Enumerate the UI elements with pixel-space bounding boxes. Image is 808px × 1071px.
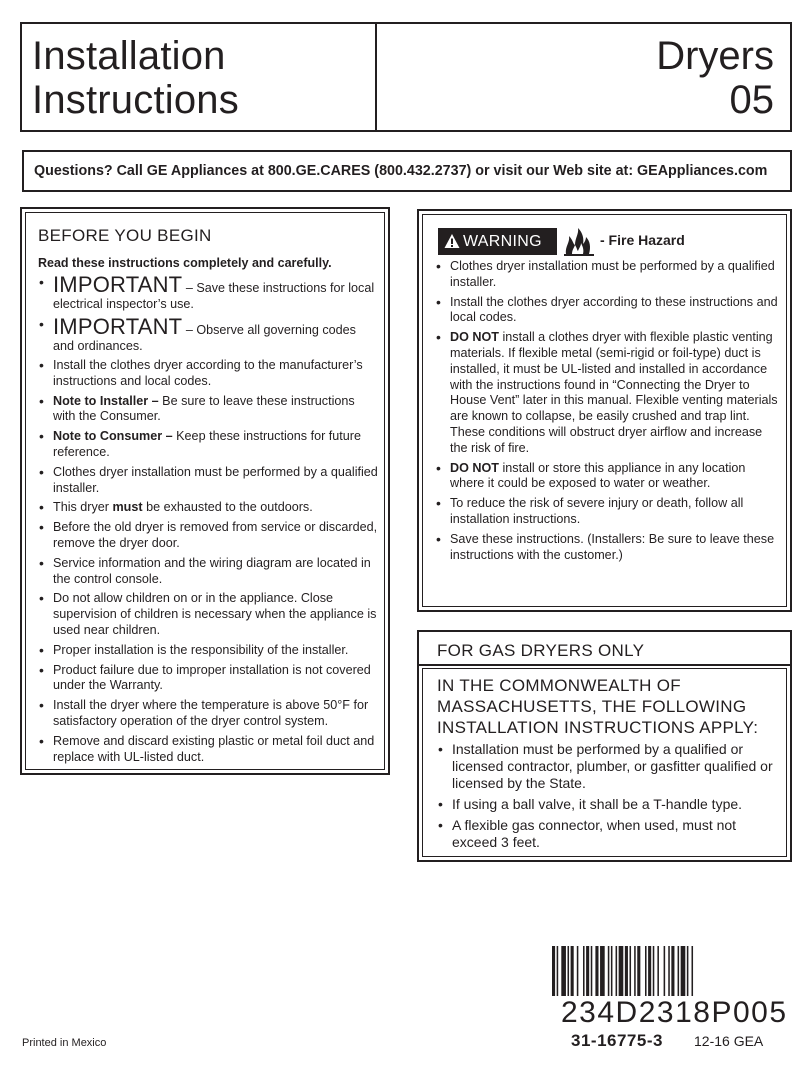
barcode-bar [571, 946, 574, 996]
mass-line-2: MASSACHUSETTS, THE FOLLOWING [437, 697, 747, 716]
exhaust-pre: This dryer [53, 500, 113, 515]
do-not-label: DO NOT [450, 330, 499, 345]
list-item [435, 461, 778, 493]
fire-hazard-icon [563, 226, 595, 256]
do-not-text: install a clothes dryer with flexible plastic venting materials. If flexible metal (semi-rigid or foil-type) duct is installed, it must be UL-listed and installed in accordance with the instructions found in “Connecting the Dryer to House Vent” later in this manual. Flexible venting materials are known to collapse, be easily crushed and trap lint. These conditions will obstruct dryer airflow and increase the risk of fire. [450, 330, 778, 455]
header-title-cell [22, 24, 377, 130]
barcode-bar [568, 946, 570, 996]
printed-in: Printed in Mexico [22, 1037, 107, 1049]
list-item [38, 429, 378, 461]
before-you-begin-box [20, 207, 390, 775]
list-item: • Do not allow children on or in the appliance. Close supervision of children is necessary when the appliance is used near children. [38, 591, 378, 638]
note-text: Be sure to leave these instructions with the Consumer. [53, 393, 355, 424]
barcode-bar [664, 946, 666, 996]
warning-list [435, 259, 778, 563]
massachusetts-heading [437, 675, 778, 738]
warning-triangle-icon [444, 233, 460, 249]
barcode-bar [586, 946, 589, 996]
barcode-bar [591, 946, 593, 996]
do-not-text: install or store this appliance in any location where it could be exposed to water or weather. [450, 460, 746, 491]
document-number: 31-16775-3 [571, 1031, 663, 1050]
barcode-bar [678, 946, 680, 996]
list-item: • Install the clothes dryer according to the manufacturer’s instructions and local codes. [38, 358, 378, 390]
list-item: • Product failure due to improper installation is not covered under the Warranty. [38, 663, 378, 695]
title-line-2: Instructions [32, 78, 239, 122]
list-item: • Before the old dryer is removed from service or discarded, remove the dryer door. [38, 520, 378, 552]
warning-box [417, 209, 792, 612]
gas-dryers-box [417, 630, 792, 862]
barcode-bar [625, 946, 628, 996]
warning-content [435, 228, 778, 567]
barcode-bar [583, 946, 585, 996]
list-item [38, 316, 378, 354]
barcode-bar [668, 946, 670, 996]
important-text: – Observe all governing codes and ordinances. [53, 323, 356, 353]
list-item: • If using a ball valve, it shall be a T-handle type. [437, 796, 778, 813]
product-line-2: 05 [729, 78, 774, 122]
do-not-label: DO NOT [450, 460, 499, 475]
list-item: • To reduce the risk of severe injury or death, follow all installation instructions. [435, 496, 778, 528]
barcode-bar [692, 946, 694, 996]
before-title: BEFORE YOU BEGIN [38, 226, 212, 245]
before-content [38, 225, 378, 769]
product-name [656, 34, 774, 122]
list-item: • Save these instructions. (Installers: Be sure to leave these instructions with the customer.) [435, 532, 778, 564]
barcode-bar [645, 946, 647, 996]
gas-title: FOR GAS DRYERS ONLY [437, 641, 645, 660]
barcode-bar [648, 946, 651, 996]
document-title [32, 34, 239, 122]
list-item: • Service information and the wiring diagram are located in the control console. [38, 556, 378, 588]
before-list [38, 274, 378, 765]
list-item [435, 330, 778, 456]
gas-list [437, 741, 778, 851]
gas-content [437, 675, 778, 855]
barcode-bar [634, 946, 636, 996]
print-date: 12-16 GEA [694, 1033, 764, 1049]
barcode-image [552, 946, 774, 996]
note-label: Note to Installer – [53, 393, 159, 408]
barcode-bar [657, 946, 659, 996]
important-label: IMPORTANT [53, 314, 183, 339]
barcode-bar [681, 946, 686, 996]
mass-line-3: INSTALLATION INSTRUCTIONS APPLY: [437, 718, 759, 737]
title-line-1: Installation [32, 34, 226, 78]
important-label: IMPORTANT [53, 272, 183, 297]
barcode-bar [552, 946, 555, 996]
list-item: • Clothes dryer installation must be performed by a qualified installer. [435, 259, 778, 291]
note-text: Keep these instructions for future reference. [53, 429, 361, 459]
list-item [38, 274, 378, 312]
questions-bar: Questions? Call GE Appliances at 800.GE.CARES (800.432.2737) or visit our Web site at: GEAppliances.com [22, 150, 792, 192]
barcode-bar [653, 946, 655, 996]
barcode-bar [616, 946, 618, 996]
part-number: 234D2318P005 [561, 996, 788, 1029]
product-line-1: Dryers [656, 34, 774, 78]
list-item: • Remove and discard existing plastic or metal foil duct and replace with UL-listed duct. [38, 734, 378, 766]
barcode-bar [561, 946, 566, 996]
barcode-bar [637, 946, 640, 996]
mass-line-1: IN THE COMMONWEALTH OF [437, 676, 681, 695]
list-item: • Clothes dryer installation must be performed by a qualified installer. [38, 465, 378, 497]
list-item: • A flexible gas connector, when used, must not exceed 3 feet. [437, 817, 778, 851]
list-item: • Install the clothes dryer according to these instructions and local codes. [435, 295, 778, 327]
barcode-bar [557, 946, 559, 996]
gas-title-bar [419, 632, 790, 666]
barcode-bar [630, 946, 632, 996]
barcode-bar [595, 946, 598, 996]
fire-hazard-text: - Fire Hazard [600, 232, 685, 248]
list-item: • Proper installation is the responsibility of the installer. [38, 643, 378, 659]
before-lead: Read these instructions completely and carefully. [38, 256, 332, 270]
barcode-bar [611, 946, 613, 996]
list-item [38, 500, 378, 516]
document-header [20, 22, 792, 132]
list-item [38, 394, 378, 426]
barcode-bar [671, 946, 674, 996]
exhaust-post: be exhausted to the outdoors. [142, 500, 313, 515]
warning-label: WARNING [463, 233, 542, 250]
warning-header [435, 228, 778, 256]
barcode-bar [619, 946, 624, 996]
barcode-bar [608, 946, 610, 996]
warning-badge [438, 228, 557, 255]
list-item: • Install the dryer where the temperature is above 50°F for satisfactory operation of the dryer control system. [38, 698, 378, 730]
exhaust-must: must [112, 500, 143, 515]
list-item: • Installation must be performed by a qualified or licensed contractor, plumber, or gasfitter qualified or licensed by the State. [437, 741, 778, 792]
barcode-bar [600, 946, 605, 996]
note-label: Note to Consumer – [53, 429, 173, 444]
important-text: – Save these instructions for local electrical inspector’s use. [53, 281, 375, 311]
barcode-bar [687, 946, 689, 996]
barcode-bar [577, 946, 579, 996]
